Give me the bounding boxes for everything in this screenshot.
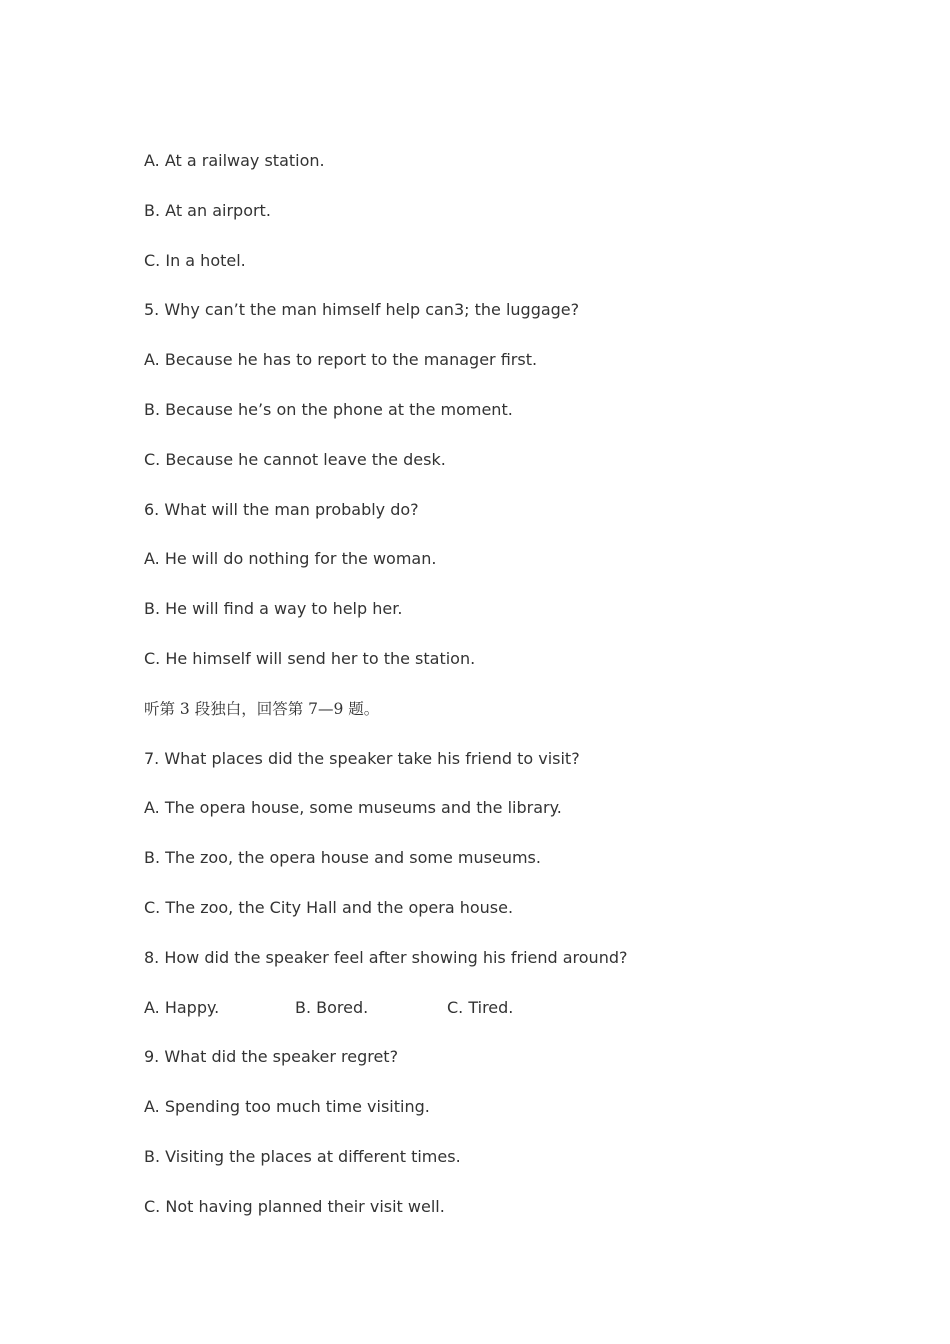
q4-option-c: C. In a hotel. bbox=[144, 250, 246, 270]
q5-option-c: C. Because he cannot leave the desk. bbox=[144, 449, 446, 469]
question-6: 6. What will the man probably do? bbox=[144, 499, 419, 519]
q7-option-a: A. The opera house, some museums and the library. bbox=[144, 798, 562, 818]
listening-section bbox=[144, 150, 864, 1246]
q5-option-b: B. Because he’s on the phone at the moment. bbox=[144, 399, 513, 419]
q9-option-c: C. Not having planned their visit well. bbox=[144, 1196, 445, 1216]
q7-option-c: C. The zoo, the City Hall and the opera house. bbox=[144, 897, 514, 917]
q4-option-b: B. At an airport. bbox=[144, 200, 271, 220]
question-7: 7. What places did the speaker take his friend to visit? bbox=[144, 748, 580, 768]
q9-option-a: A. Spending too much time visiting. bbox=[144, 1097, 430, 1117]
q9-option-b: B. Visiting the places at different times. bbox=[144, 1146, 461, 1166]
q8-option-b: B. Bored. bbox=[295, 997, 369, 1017]
q6-option-c: C. He himself will send her to the station. bbox=[144, 648, 476, 668]
q6-option-b: B. He will find a way to help her. bbox=[144, 599, 403, 619]
q6-option-a: A. He will do nothing for the woman. bbox=[144, 549, 437, 569]
q8-option-a: A. Happy. bbox=[144, 997, 220, 1017]
q4-option-a: A. At a railway station. bbox=[144, 151, 325, 170]
q8-options-row bbox=[144, 997, 864, 1047]
question-8: 8. How did the speaker feel after showing his friend around? bbox=[144, 947, 628, 967]
question-9: 9. What did the speaker regret? bbox=[144, 1047, 399, 1067]
q7-option-b: B. The zoo, the opera house and some museums. bbox=[144, 848, 541, 868]
q5-option-a: A. Because he has to report to the manager first. bbox=[144, 350, 538, 370]
question-5: 5. Why can’t the man himself help can3; the luggage? bbox=[144, 300, 580, 320]
section-instruction: 听第 3 段独白，回答第 7—9 题。 bbox=[144, 699, 380, 718]
q8-option-c: C. Tired. bbox=[447, 997, 514, 1017]
